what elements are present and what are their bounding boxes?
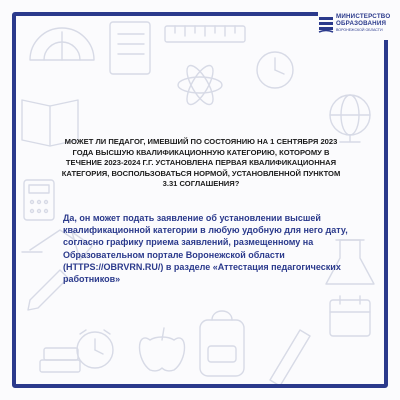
open-book-icon	[318, 15, 334, 35]
logo-line-1: МИНИСТЕРСТВО	[336, 13, 391, 20]
blue-frame-border	[12, 12, 391, 388]
logo-text	[336, 14, 390, 33]
answer-text: Да, он может подать заявление об установлении высшей квалификационной категории в любую удобную для него дату, согласно графику приема заявлений, размещенному на Образовательном портале Воронежской области (HTTPS://OBRVRN.RU/) в разделе «Аттестация педагогических работников»	[63, 213, 348, 285]
question-heading: МОЖЕТ ЛИ ПЕДАГОГ, ИМЕВШИЙ ПО СОСТОЯНИЮ НА 1 СЕНТЯБРЯ 2023 ГОДА ВЫСШУЮ КВАЛИФИКАЦИОННУЮ КАТЕГОРИЮ, КОТОРОМУ В ТЕЧЕНИЕ 2023-2024 Г.Г. УСТАНОВЛЕНА ПЕРВАЯ КВАЛИФИКАЦИОННАЯ КАТЕГОРИЯ, ВОСПОЛЬЗОВАТЬСЯ НОРМОЙ, УСТАНОВЛЕННОЙ ПУНКТОМ 3.31 СОГЛАШЕНИЯ?	[61, 137, 341, 189]
logo-line-3: ВОРОНЕЖСКОЙ ОБЛАСТИ	[336, 27, 383, 32]
logo-line-2: ОБРАЗОВАНИЯ	[336, 20, 387, 28]
ministry-logo	[318, 12, 390, 40]
